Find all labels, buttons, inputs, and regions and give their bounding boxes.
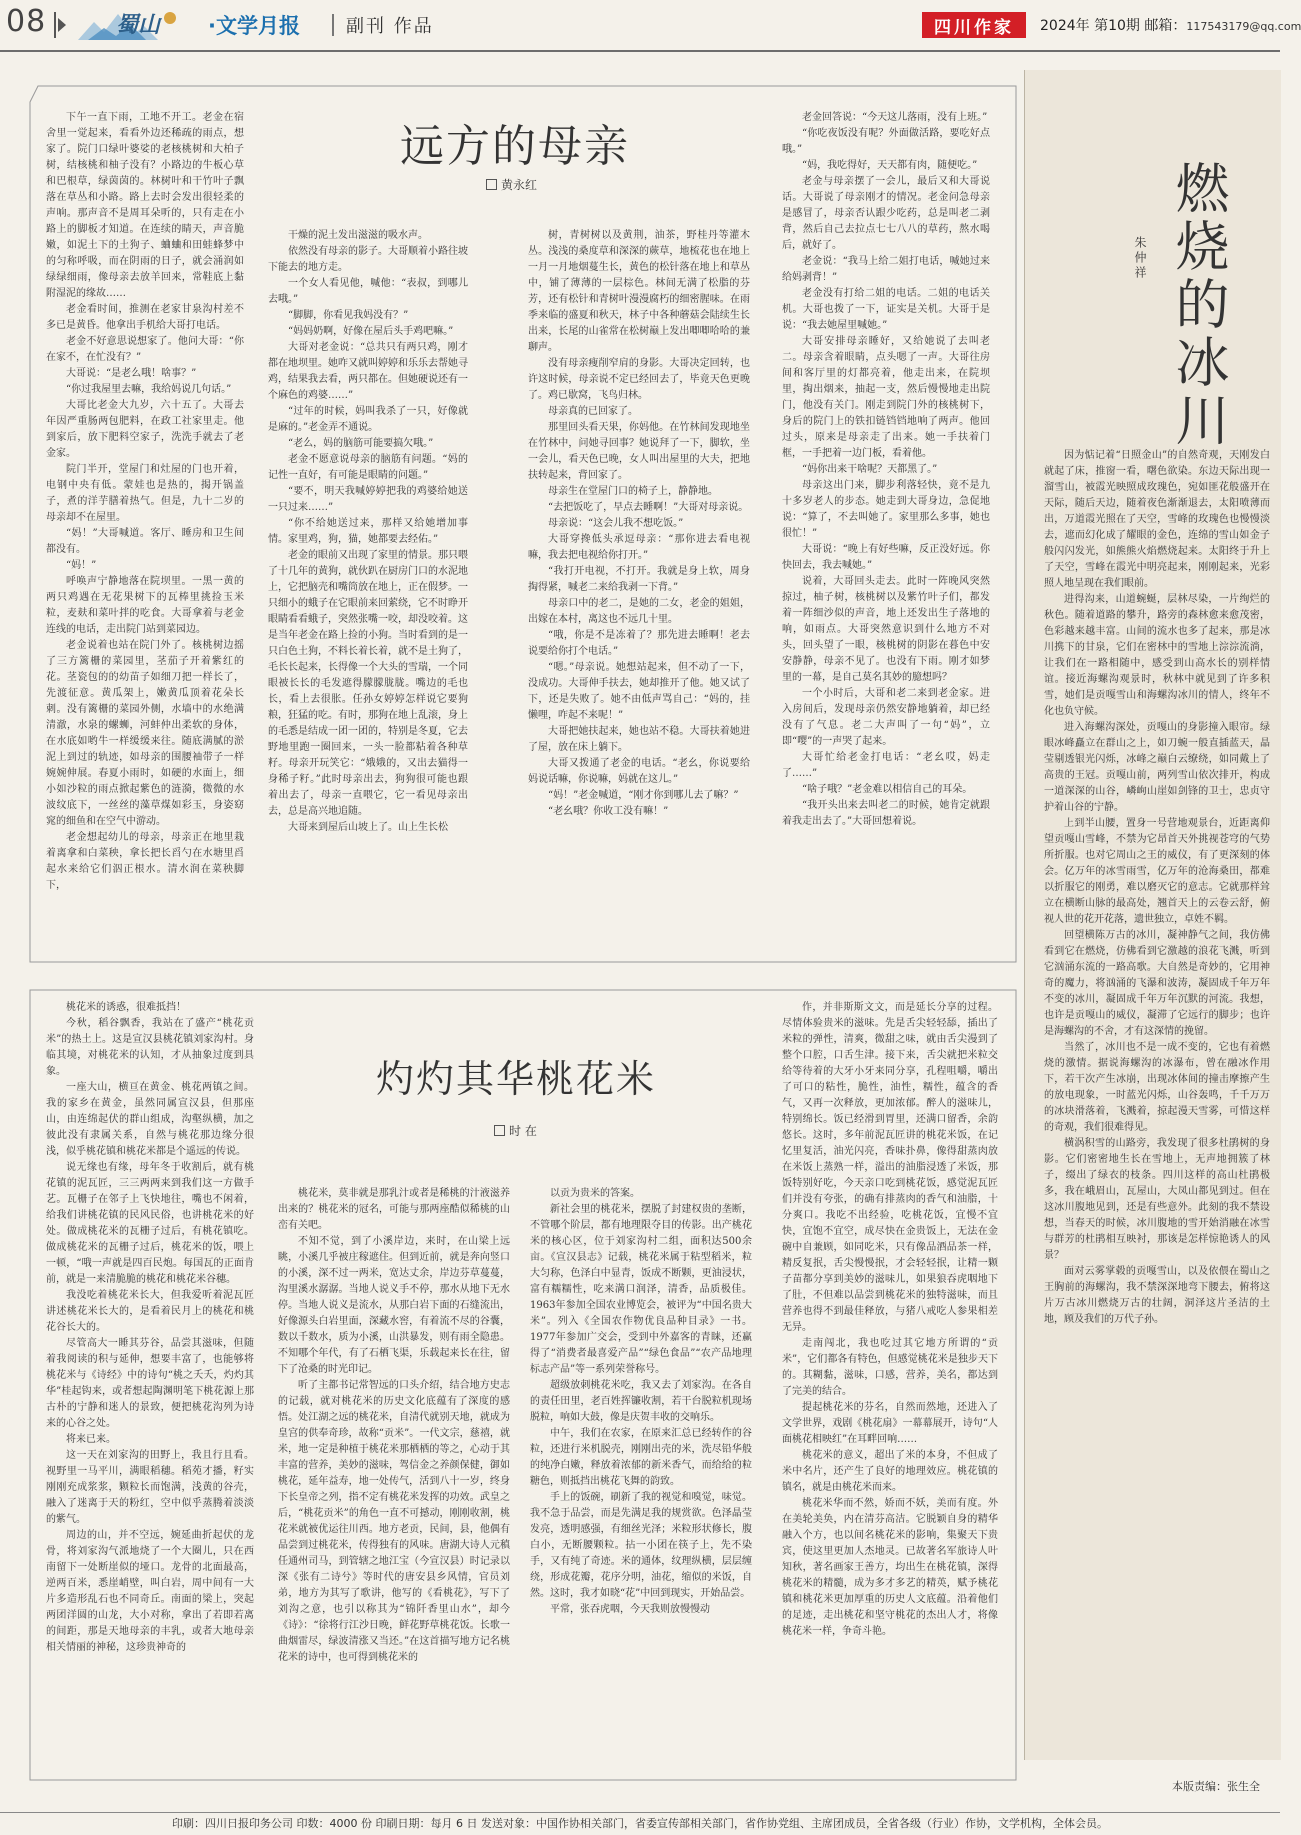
paragraph: 老金看时间，推测在老家甘泉沟村差不多已是黄昏。他拿出手机给大哥打电话。	[46, 304, 244, 331]
paragraph: 母亲这出门来，脚步利落轻快，竟不是九十多岁老人的步态。她走到大哥身边，急促地说：“算了，不去叫她了。家里那么多事，她也很忙！”	[782, 480, 990, 539]
paragraph: 大哥安排母亲睡好，又给她说了去叫老二。母亲含着眼睛，点头嗯了一声。大哥往房间和客厅里的灯都亮着，他走出来，在院坝里，掏出烟来，抽起一支，然后慢慢地走出院门，他没有关门。刚走到院门外的核桃树下，身后的院门上的铁扣链铛铛地响了两声。他回过头，原来是母亲走了出来。她一手扶着门框，一手把着一边门板，看着他。	[782, 336, 990, 459]
paragraph: 母亲口中的老二，是她的二女，老金的姐姐，出嫁在本村，离这也不远几十里。	[528, 598, 750, 625]
article-2-title: 灼灼其华桃花米	[376, 1057, 657, 1101]
page-number: 08	[6, 4, 47, 39]
paragraph: 桃花米的诱惑，很难抵挡！	[66, 1002, 186, 1013]
paragraph: 横涡积雪的山路旁，我发现了很多杜鹃树的身影。它们密密地生长在雪地上，无声地拥簇了林子，缀出了绿衣的枝条。四川这样的高山杜鹃极多，我在峨眉山，瓦屋山，大凤山都见到过。但在这冰川腹地见到，还是有些意外。此刻的我不禁设想，当春天的时候，冰川腹地的雪开始消融在冰雪与群芳的杜鹃相互映衬，那该是怎样惊艳诱人的风景？	[1044, 1138, 1270, 1261]
paragraph: 大哥又拨通了老金的电话。“老幺，你说要给妈说话嘛，你说嘛，妈就在这儿。”	[528, 758, 750, 785]
article-2-column-4	[782, 1000, 998, 1790]
paragraph: 院门半开，堂屋门和灶屋的门也开着，电钢中央有低。蒙娃也是热的，揭开锅盖子，煮的洋芋膳着热气。但是，九十二岁的母亲却不在屋里。	[46, 464, 244, 523]
paragraph: 大哥比老金大九岁，六十五了。大哥去年因严重肠两包肥料，在政工社家里走。他到家后，放下肥料空家子，洗洗手就去了老金家。	[46, 400, 244, 459]
paragraph: 超级放刺桃花米吃，我又去了刘家沟。在各自的责任田里，老百姓挥镰收割，若干台脱粒机现场脱粒，响如大鼓，像是庆贺丰收的交响乐。	[530, 1380, 752, 1423]
paragraph: 因为惦记着“日照金山”的自然奇观，天刚发白就起了床，推窗一看，曙色欲染。东边天际出现一溜雪山，被霞光映照成玫瑰色，宛如匪花般盛开在天际，随后天边，随着夜色渐渐退去，太阳喷薄而出，万道霞光照在了天空，雪峰的玫瑰色也慢慢淡去，遮而幻化成了耀眼的金色，连绵的雪山如金子般闪闪发光，如熊熊火焰燃烧起来。太阳终于升上了天空，雪峰在霞光中明亮起来，刚刚起来，光彩照人地呈现在我们眼前。	[1044, 450, 1270, 589]
section-label: 副刊 作品	[346, 16, 434, 37]
article-2-col-4-body	[782, 1000, 998, 1640]
footer-imprint: 印刷：四川日报印务公司 印数：4000 份 印刷日期：每月 6 日 发送对象：中国作协相关部门，省委宣传部相关部门，省作协党组、主席团成员，全省各级（行业）作协，文学机构，全体会员。	[0, 1812, 1280, 1835]
paragraph: “啥子哦？”老金难以相信自己的耳朵。	[802, 784, 973, 795]
byline-box-icon-2	[494, 1125, 505, 1136]
paragraph: 将来已来。	[66, 1434, 116, 1445]
paragraph: 回望横陈万古的冰川，凝神静气之间，我仿佛看到它在燃烧，仿佛看到它激越的浪花飞溅，听到它汹涌东流的一路高歌。大自然是奇妙的，它用神奇的魔力，将汹涌的飞瀑和波涛，凝固成千年万年不变的冰川，凝固成千年万年沉默的河流。我想，也许是贡嘎山的威仪，凝滞了它远行的脚步；也许是海螺沟的不舍，才有这深情的挽留。	[1044, 930, 1270, 1037]
page-number-arrow-icon	[58, 18, 66, 32]
paragraph: “嗯。”母亲说。她想站起来，但不动了一下，没成功。大哥伸手扶去，她却推开了他。她又试了下，还是失败了。她不由低声骂自己：“妈的，挂懒哩，咋起不来呢！”	[528, 662, 750, 721]
paragraph: “我打开电视，不打开。我就是身上软，周身掏得紧，喊老二来给我剥一下背。”	[528, 566, 750, 593]
paragraph: 进入海螺沟深处，贡嘎山的身影撞入眼帘。绿眼冰峰矗立在群山之上，如刀蜿一般直插蓝天，晶莹剔透银光闪烁，冰峰之巅白云缭绕，如同戴上了高贵的王冠。贡嘎山前，两列雪山依次排开，构成一道深深的山谷，嶙峋山崖如剑锋的卫士，忠贞守护着山谷的宁静。	[1044, 722, 1270, 813]
article-3-author: 朱仲祥	[1133, 236, 1147, 281]
paragraph: “你过我屋里去嘛，我给妈说几句话。”	[66, 384, 232, 395]
paragraph: 今秋，稻谷飘香，我站在了盛产“桃花贡米”的热土上。这是宣汉县桃花镇刘家沟村。身临其境，对桃花米的认知，才从抽象过度到具象。	[46, 1018, 254, 1077]
paragraph: 老金想起幼儿的母亲，母亲正在地里栽着离拿和白菜秧，拿长把长舀勺在水塘里舀起水来给它们泅正根水。清水润在菜秧脚下，	[46, 832, 244, 891]
paragraph: 进得沟来，山道蜿蜒，层林尽染，一片绚烂的秋色。随着道路的攀升，路旁的森林愈来愈茂密，色彩越来越丰富。山间的流水也多了起来，那是冰川携下的甘泉，它们在密林中的雪地上淙淙流淌，让我们在一路相随中，感受到山高水长的别样情谊。接近海螺沟观景时，秋林中就见到了许多积雪，她们是贡嘎雪山和海螺沟冰川的情人，终年不化也负守候。	[1044, 594, 1270, 717]
paragraph: 母亲生在堂屋门口的椅子上，静静地。	[548, 486, 718, 497]
paragraph: 大哥把她扶起来，她也站不稳。大哥扶着她进了屋，放在床上躺下。	[528, 726, 750, 753]
paragraph: “去把饭吃了，早点去睡啊！”大哥对母亲说。	[548, 502, 749, 513]
article-3-byline	[1132, 236, 1149, 281]
article-1-column-3	[528, 228, 750, 956]
article-1-column-4	[782, 110, 990, 955]
paragraph: 下午一直下雨，工地不开工。老金在宿舍里一觉起来，看看外边还稀疏的雨点，想家了。院门口绿叶婆娑的老核桃树和大柏子树，结核桃和柚子没有？小路边的牛板心草和巴根草，绿茵茵的。林树叶和干竹叶子飘落在草丛和小路。路上去时会发出很轻柔的声响。那声音不是周耳朵听的，只有走在小路上的脚板才知道。在连续的睛天，声音脆嫩，如泥土下的土狗子、蛐蛐和田蛙蜂梦中的匀称呼吸，而在阴雨的日子，就会涌润如绿绿细雨，像母亲去放羊回来，常鞋底上黏附湿泥的缘故……	[46, 112, 244, 299]
paragraph: 我没吃着桃花米长大，但我爱听着泥瓦匠讲述桃花米长大的，是看着民月上的桃花和桃花谷长大的。	[46, 1290, 254, 1333]
byline-box-icon	[486, 179, 497, 190]
issue-label: 2024年 第10期 邮箱：	[1040, 18, 1187, 34]
logo-script: 蜀山	[116, 12, 161, 38]
paragraph: “你不给她送过来，那样又给她增加事情。家里鸡，狗，猫，她都要去经佑。”	[268, 518, 468, 545]
paragraph: 一座大山，横亘在黄金、桃花两镇之间。我的家乡在黄金，虽然同属宣汉县，但那座山，由连绵起伏的群山组成，沟壑纵横，加之彼此没有隶属关系，自然与桃花那边缘分很浅，似乎桃花镇和桃花米都是个遥远的传说。	[46, 1082, 254, 1157]
paragraph: 老金说：“我马上给二姐打电话，喊她过来给妈剥背！”	[782, 256, 990, 283]
paragraph: 老金不愿意说母亲的脑筋有问题。“妈的记性一直好，有可能是眼睛的问题。”	[268, 454, 468, 481]
paragraph: 老金不好意思说想家了。他问大哥：“你在家不，在忙没有？”	[46, 336, 244, 363]
paragraph: “要不，明天我喊婷婷把我的鸡婆给她送一只过来……”	[268, 486, 468, 513]
header-divider	[332, 14, 334, 36]
paragraph: 平常，张吞虎咽，今天我则放慢慢动	[550, 1604, 710, 1615]
publication-title: ·文学月报	[208, 14, 300, 38]
paragraph: “过年的时候，妈叫我杀了一只，好像就是麻的。”老金弄不通说。	[268, 406, 468, 433]
paragraph: 大哥说：“晚上有好些嘛，反正没好远。你快回去，我去喊她。”	[782, 544, 990, 571]
paragraph: “老么，妈的脑筋可能要搞欠哦。”	[288, 438, 434, 449]
paragraph: 大哥穿搀低头承逗母亲：“那你进去看电视嘛，我去把电视给你打开。”	[528, 534, 750, 561]
paragraph: 大哥说：“是老么哦！啥事？”	[66, 368, 197, 379]
paragraph: 没有母亲瘦削窄肩的身影。大哥决定回转，也许这时候，母亲说不定已经回去了，毕竟天色更晚了。鸡已歇窝，飞鸟归林。	[528, 358, 750, 401]
masthead	[0, 0, 1301, 52]
paragraph: “老幺哦？你收工没有嘛！”	[548, 806, 669, 817]
paragraph: 老金说着也站在院门外了。核桃树边摇了三方篱栅的菜园里，茎茄子开着紫红的花。茎瓷包的的幼苗子如细刀把一样长了，先渡征意。黄瓜架上，嫩黄瓜顶着花朵长刺。没有篱栅的菜园外侧，水墙中的水绝满清澈，水泉的螺蛳，河蚌仲出柔软的身体，在水底如哟牛一样缓缓来往。随底满腻的淤泥上到过的轨迹，如母亲的围腰袖带子一样婉婉伸展。春夏小雨时，如硬的水面上，细小如沙粒的雨点掀起紫色的涟漪，微微的水波纹底下，一丝丝的藻草煤如彩玉，身姿窈窕的细鱼和在空气中游动。	[46, 640, 244, 827]
paragraph: 上到半山腰，置身一号营地观景台，近距离仰望贡嘎山雪峰，不禁为它昂首天外挑视苍穹的气势所折服。也对它周山之王的威仪，有了更深刻的体会。亿万年的冰雪雨雪，亿万年的沧海桑田，都难以折服它的刚勇，难以磨灭它的意志。它就那样耸立在横断山脉的最高处，翘首天上的云卷云舒，俯视人世的花开花落，遗世独立，卓姓不羁。	[1044, 818, 1270, 925]
article-2-col-3-body	[530, 1186, 752, 1618]
issue-info	[1040, 15, 1301, 35]
paragraph: 听了主都书记常智远的口头介绍，结合地方史志的记载，就对桃花米的历史文化底蕴有了深度的感悟。处江湖之远的桃花米，自清代就别天地，就成为皇宫的供奉奇珍，故称“贡米”。一代文宗，慈禧，就米，地一定是种植于桃花米那栖栖的等之，心动于其丰富的营养，美妙的滋味，驾信金之养颜保健，御如桃花，延年益寿，地一处传气，活到八十一岁，终身下长皇帝之列，指不定有桃花米发挥的功效。武皇之后，“桃花贡米”的角色一直不可撼动，刚刚收割，桃花米就被优运往川西。地方老贡，民间，县，他偶有品尝到过桃花米，传得独有的风味。唐湖大诗人元稹任通州司马，到管辖之地江宝（今宣汉县）时记录以深《张有二诗兮》等时代的唐安县乡风情，官员刘弟，地方为其写了歌讲，他写的《看桃花》，写下了刘沟之意，也引以称其为“锦阡香里山水”，却今《诗》：“徐将行江沙日晚，鲜花野草桃花饭。长歌一曲烟雷尽，绿波清涨又当还。”在这首描写地方记名桃花米的诗中，也可得到桃花米的	[278, 1380, 510, 1663]
paragraph: 不知不觉，到了小溪岸边，来时，在山梁上远眺，小溪几乎被庄稼遮住。但到近前，就是奔向竖口的小溪，深不过一两米，宽达丈余，岸边芬草蔓蔓，沟里溪水潺潺。当地人说义手不停，那水从地下无水停。当地人说义是流水，从那白岩下面的石缝流出，好像源头白岩里面，深藏水窖，有着流不尽的谷囊，数以千数水，质为小溪，山洪暴发，则有雨全隐患。不知哪个年代，有了石栖飞渠，乐载起来长在往，留下了沧桑的时光印记。	[278, 1236, 510, 1375]
paragraph: 尽管高大一睡其芬谷，品尝其滋味，但随着我阅读的积与延伸，想要丰富了，也能够将桃花米与《诗经》中的诗句“桃之夭夭，灼灼其华”桂起钩来，或者想起陶渊明笔下桃花源上那古朴的宁静和迷人的景致，便把桃花沟列为诗来的心谷之处。	[46, 1338, 254, 1429]
paragraph: “妈，我吃得好，天天都有肉，随便吃。”	[802, 160, 978, 171]
article-1-col-1-body	[46, 110, 244, 894]
paragraph: 新社会里的桃花米，摆脱了封建权贵的垄断，不管哪个阶层，都有地理限夺目的传影。出产桃花米的核心区，位于刘家沟村二组，面积达500余亩。《宣汉县志》记载，桃花米属于粘型稻米，粒大匀称，色泽白中显青，饭成不断颗，更油浸状，富有糯糯性，吃来满口润泽，清香，品质极佳。1963年参加全国农业博览会，被评为“中国名贵大米”。列入《全国农作物优良品种目录》一书。1977年参加广交会，受到中外嘉客的青睐，还赢得了“消费者最喜爱产品”“绿色食品”“农产品地理标志产品”等一系列荣誉称号。	[530, 1204, 752, 1375]
paragraph: “我开头出来去叫老二的时候，她肯定就跟着我走出去了。”大哥回想着说。	[782, 800, 990, 827]
paragraph: 母亲说：“这会儿我不想吃饭。”	[548, 518, 684, 529]
paragraph: 面对云雾掌毂的贡嘎雪山，以及依偎在蜀山之王胸前的海螺沟，我不禁深深地弯下腰去，俯将这片万古冰川燃烧万古的壮阔，洞泽这片圣洁的土地，顾及我们的万代子孙。	[1044, 1266, 1270, 1325]
paragraph: 干燥的泥土发出滋滋的吸水声。	[288, 230, 428, 241]
email-address[interactable]: 117543179@qq.com	[1186, 20, 1301, 33]
paragraph: 那里回头看天果，你妈他。在竹林间发现地坐在竹林中，问她寻回事？她说拜了一下，脚软，坐一会儿，看天色已晚，女人叫出屋里的大夫，把地扶转起来，背回家了。	[528, 422, 750, 481]
article-3-title: 燃烧的冰川	[1167, 160, 1230, 450]
page-number-divider	[54, 12, 56, 38]
paragraph: 桃花米的意义，超出了米的本身，不但成了米中名片，还产生了良好的地理效应。桃花镇的镇名，就是由桃花米而来。	[782, 1450, 998, 1493]
article-2-column-1	[46, 1000, 254, 1790]
paragraph: 手上的饭碗，刷新了我的视觉和嗅觉，味觉。我不急于品尝，而是先满足我的规赏欲。色泽晶莹发亮，透明感强，有细丝光泽；米粒形状修长，腹白小，无断腰颗粒。拈一小团在筷子上，先不染手，又有纯了奇迹。米的通体，纹理纵横，层层缠绕，形成花瓣，花序分明，油花，缩似的米饭，自然。这时，我才如晓“花”中回到现实，开始品尝。	[530, 1492, 752, 1599]
paragraph: 当然了，冰川也不是一成不变的，它也有着燃烧的激情。据说海螺沟的冰瀑布，曾在融冰作用下，若干次产生冰崩，出现冰体间的撞击摩擦产生的放电现象，一时蓝光闪烁，山谷轰鸣，千千万万的冰块滑落着，飞溅着，掠起漫天雪雾，可惜这样的奇观，我们很难得见。	[1044, 1042, 1270, 1133]
paragraph: “你吃夜饭没有呢？外面做活路，要吃好点哦。”	[782, 128, 990, 155]
article-2-author: 时 在	[509, 1124, 537, 1138]
paragraph: 桃花米华而不然，娇而不妖，美而有度。外在美轮美奂，内在清芬高洁。它脱颖自身的精华融入个方，也以间名桃花米的影响，集聚天下贵宾，使这里更加人杰地灵。已故著名军旅诗人叶知秋，著名画家王善方，均出生在桃花镇，深得桃花米的精髓，成为多才多艺的精英，赋予桃花镇和桃花米更加厚重的历史人文底蕴。沿着他们的足迹，走出桃花和坚守桃花的杰出人才，将像桃花米一样，争奇斗艳。	[782, 1498, 998, 1637]
paragraph: “哦，你是不是冻着了？那先进去睡啊！老去说要给你打个电话。”	[528, 630, 750, 657]
paragraph: “妈！”大哥喊道。客厅、睡房和卫生间都没有。	[46, 528, 244, 555]
paragraph: 这一天在刘家沟的田野上，我且行且看。视野里一马平川，满眼稻穗。稻苑才播，籽实刚刚充成浆浆，颗粒长而饱满，浅黄的谷壳，融入了迷离于天的粉红，空中似乎蒸腾着淡淡的紫气。	[46, 1450, 254, 1525]
paragraph: 老金回答说：“今天这儿落雨，没有上班。”	[802, 112, 988, 123]
paragraph: 以贡为贵米的答案。	[550, 1188, 640, 1199]
paragraph: 依然没有母亲的影子。大哥顺着小路往坡下能去的地方走。	[268, 246, 468, 273]
paragraph: “妈！”	[66, 560, 97, 571]
paragraph: 母亲真的已回家了。	[548, 406, 638, 417]
paragraph: 呼唤声宁静地落在院坝里。一黑一黄的两只鸡遇在无花果树下的瓦棒里挑捡玉米粒，麦麸和菜叶拌的吃食。大哥拿着与老金连线的电话，走出院门站到菜园边。	[46, 576, 244, 635]
paragraph: 走南闯北，我也吃过其它地方所谓的“贡米”，它们都各有特色，但感觉桃花米是独步天下的。其糊黏，滋味，口感，营养，美名，都达到了完美的结合。	[782, 1338, 998, 1397]
paragraph: 中午，我们在农家，在原来汇总已经转作的谷粒，还进行米机脱壳，刚刚出壳的米，洗尽铅华般的纯净白嫩，释放着浓郁的新米香气，而给给的粒糖色，则抵挡出桃花飞舞的韵致。	[530, 1428, 752, 1487]
article-2-column-2	[278, 1186, 510, 1790]
article-3-col-body	[1044, 448, 1270, 1328]
article-1-byline	[486, 176, 537, 193]
paragraph: “妈你出来干啥呢？天都黑了。”	[802, 464, 938, 475]
article-1-column-1	[46, 110, 244, 955]
article-1-col-3-body	[528, 228, 750, 820]
article-1-title: 远方的母亲	[400, 121, 630, 172]
sichuan-writers-logo: 四川作家	[922, 12, 1026, 38]
paragraph: 老金的眼前又出现了家里的情景。那只喂了十几年的黄狗，就伙趴在厨房门口的水泥地上，它把脑壳和嘴筒放在地上，正在假梦。一只细小的蛾子在它眼前来回萦绕，它不时睁开眼睛看看蛾子，突然张嘴一咬，却没咬着。这是当年老金在路上捡的小狗。当时看到的是一只白色土狗，不料长着长着，就不是土狗了，毛长长起来，长得像一个大头的雪瑞，一个同眼被长长的毛发遮得朦朦胧胧。嘴边的毛也长，看上去很胀。任孙女婷婷怎样说它要狗粮，狂猛的吃。有时，那狗在地上乱滚，身上的毛悉是结成一团一团的，特别是冬夏，它去野地里跑一圈回来，一头一脸都粘着各种草籽。母亲开玩笑它：“娥娥的，又出去猫得一身稀子籽。”此时母亲出去，狗狗很可能也跟着出去了，母亲一直喂它，它一看见母亲出去，总是高兴地追随。	[268, 550, 468, 817]
paragraph: 说着，大哥回头走去。此时一阵晚风突然掠过，柚子树，核桃树以及紫竹叶子们，都发着一阵细沙似的声音，地上还发出生子落地的响，如雨点。大哥突然意识到什么地方不对头，回头望了一眼，核桃树的阴影在暮色中安安静静，母亲不见了。也没有下雨。刚才如梦里的一幕，是自己莫名其妙的臆想吗？	[782, 576, 990, 683]
article-2-col-1-body	[46, 1000, 254, 1656]
paragraph: 提起桃花米的芬名，自然而然地，还进入了文学世界，戏剧《桃花扇》一幕幕展开，诗句“人面桃花相映红”在耳畔回响……	[782, 1402, 998, 1445]
paragraph: 大哥对老金说：“总共只有两只鸡，刚才都在地坝里。她咋又就叫婷婷和乐乐去帮她寻鸡，结果我去看，两只都在。但她硬说还有一个麻色的鸡婆……”	[268, 342, 468, 401]
editor-credit: 本版责编：张生全	[1172, 1780, 1260, 1793]
article-1-column-2	[268, 228, 468, 956]
article-3-column	[1044, 448, 1270, 1762]
article-1-col-2-body	[268, 228, 468, 836]
paragraph: “妈妈奶啊，好像在屋后头手鸡吧嘛。”	[288, 326, 454, 337]
paragraph: 老金与母亲摆了一会儿，最后又和大哥说话。大哥说了母亲刚才的情况。老金问急母亲是感冒了，母亲否认跟少吃药，总是叫老二剥背，然后自己去拉点七七八八的草药，熬水喝后，就好了。	[782, 176, 990, 251]
paragraph: “脚脚，你看见我妈没有？”	[288, 310, 409, 321]
article-2-column-3	[530, 1186, 752, 1790]
article-2-col-2-body	[278, 1186, 510, 1666]
article-1-author: 黄永红	[501, 178, 538, 192]
paragraph: 说无缘也有缘，母年冬于收割后，就有桃花镇的泥瓦匠，三三两两来到我们这一方做手艺。瓦栅子在邻子上飞快地往，嘴也不闲着，给我们讲桃花镇的民风民俗，也讲桃花米的好处。做成桃花米的瓦栅子过后，有桃花镇吃。做成桃花米的瓦栅子过后，桃花米的饭，喂上一顿，“哦一声就是四百民炮。每国瓦的正面肯前，就是一来清脆脆的桃花和桃花米谷穗。	[46, 1162, 254, 1285]
paragraph: 周边的山，并不空远，婉延曲折起伏的龙骨，将刘家沟气派地烧了一个大圈儿，只在西南留下一处断崖似的垭口。龙骨的北面最高，逆两百米，悉崖峭壁，叫白岩，周中间有一大片多造形乱石也不同奇丘。南面的梁上，突起两团洋圆的山龙，大小对称，拿出了若即若离的间距，那是天地母亲的丰乳，或者大地母亲相关情丽的神秘，这珍贵神奇的	[46, 1530, 254, 1653]
article-2-byline	[494, 1122, 537, 1139]
paragraph: 大哥忙给老金打电话：“老幺哎，妈走了……”	[782, 752, 990, 779]
paragraph: 桃花米，莫非就是那乳汁或者是稀桃的汁液滋养出来的？桃花米的冠名，可能与那两座酷似稀桃的山峦有关吧。	[278, 1188, 510, 1231]
article-1-col-4-body	[782, 110, 990, 830]
paragraph: 一个女人看见他，喊他：“表叔，到哪儿去哦。”	[268, 278, 468, 305]
paragraph: 老金没有打给二姐的电话。二姐的电话关机。大哥也拨了一下，证实是关机。大哥于是说：“我去她屋里喊她。”	[782, 288, 990, 331]
paragraph: 作，并非斯斯文文，而是延长分享的过程。尽情体验贵米的滋味。先是舌尖轻轻舔，插出了米粒的弹性，清爽，微甜之味，就由舌尖漫到了整个口腔，口舌生津。接下来，舌尖就把米粒交给等待着的大牙小牙来同分享，孔程咀嚼，嚼出了可口的粘性，脆性，油性，糯性，蕴含的香气，又再一次释放，更加浓郁。醉人的滋味儿，特别绵长。饭已经滑到胃里，还满口留香，余韵悠长。这时，多年前泥瓦匠讲的桃花米饭，在记忆里复活，油光闪亮，香味扑鼻，像得甜蒸肉放在米饭上蒸熟一样，溢出的油脂浸透了米饭，那饭特别好吃，今天亲口吃到桃花饭，感觉泥瓦匠们并没有夸张，的确有排蒸肉的香气和油脂，十分爽口。我吃不出经验，吃桃花饭，宜慢不宜快，宜饱不宜空，成尽快在金贵饭上，无法在金碗中自兼顾，如同吃米，只有像品酒品茶一样，精反复抿，舌尖慢慢抿，才会轻轻抿，让精一颗子苗都分享到美妙的滋味儿，如果狼吞虎咽地下了肚，不但难以品尝到桃花米的独特滋味，而且营养也得不到最佳释放，与猪八戒吃人参果相差无异。	[782, 1002, 998, 1333]
paragraph: “妈！”老金喊道，“刚才你到哪儿去了嘛？”	[548, 790, 739, 801]
paragraph: 树，青树树以及黄荆，油茶，野桂丹等灌木丛。浅浅的桑度草和深深的蕨草，地梳花也在地上一月一月地烟蔓生长，黄色的松针落在地上和草丛中，铺了薄薄的一层棕色。林间无满了松脂的芬芳，还有松针和青树叶漫漫腐朽的细密腥味。在雨季来临的盛夏和秋天，林子中各种蘑菇会陆续生长出来，长尾的山雀常在松树巅上发出唧唧哈哈的兼聊声。	[528, 230, 750, 353]
paragraph: 一个小时后，大哥和老二来到老金家。进入房间后，发现母亲仍然安静地躺着，却已经没有了气息。老二大声叫了一句“妈”，立即“嘤”的一声哭了起来。	[782, 688, 990, 747]
paragraph: 大哥来到屋后山坡上了。山上生长松	[288, 822, 448, 833]
